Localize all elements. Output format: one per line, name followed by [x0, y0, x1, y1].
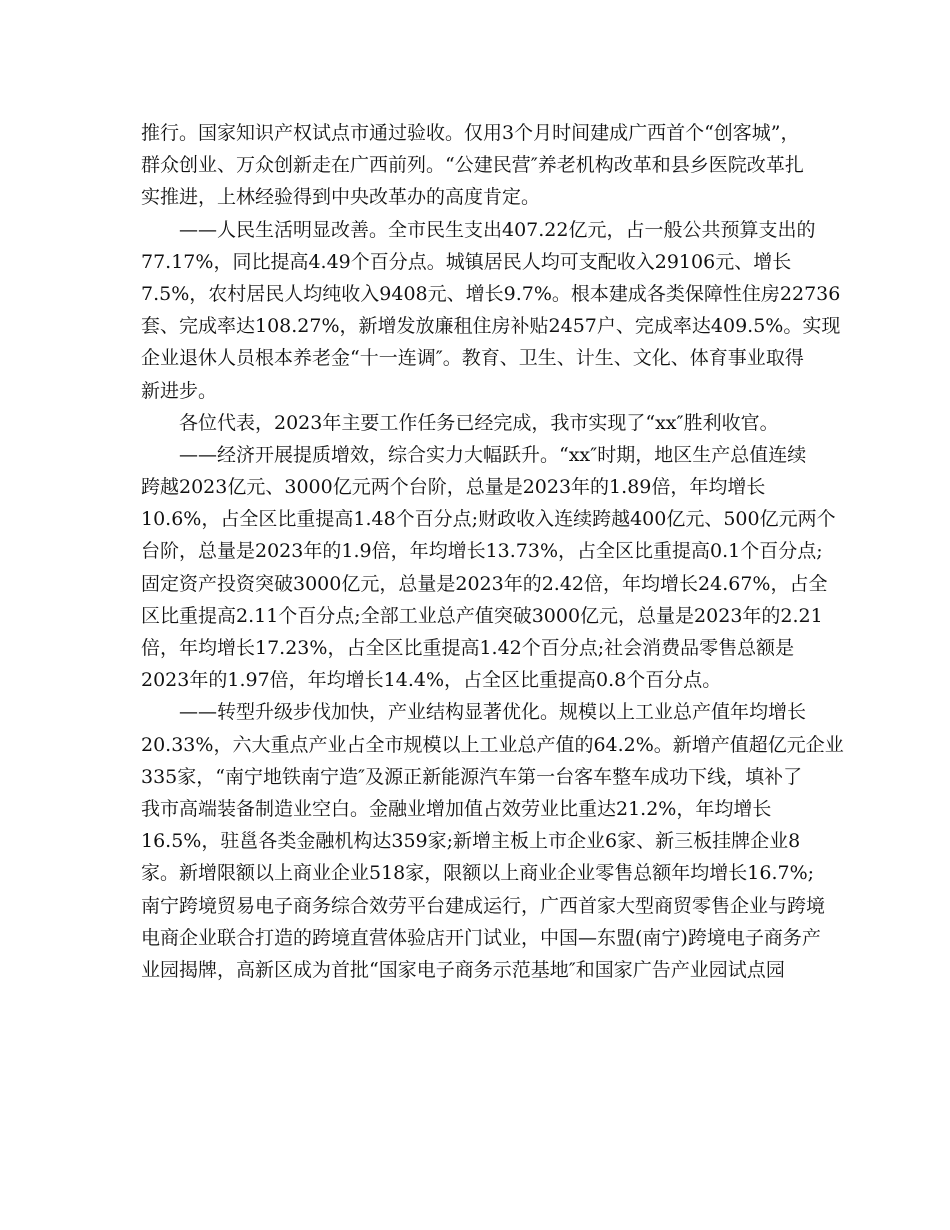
- text-line: 新进步。: [141, 379, 218, 402]
- text-line: ——人民生活明显改善。全市民生支出407.22亿元，占一般公共预算支出的: [179, 218, 816, 241]
- text-line: 各位代表，2023年主要工作任务已经完成，我市实现了“xx″胜利收官。: [179, 411, 779, 434]
- text-line: 固定资产投资突破3000亿元，总量是2023年的2.42倍，年均增长24.67%，占全: [141, 572, 828, 595]
- text-line: 7.5%，农村居民人均纯收入9408元、增长9.7%。根本建成各类保障性住房22736: [141, 282, 841, 305]
- text-line: 16.5%，驻邕各类金融机构达359家;新增主板上市企业6家、新三板挂牌企业8: [141, 830, 801, 853]
- text-line: 套、完成率达108.27%，新增发放廉租住房补贴2457户、完成率达409.5%。实现: [141, 315, 841, 338]
- text-line: 家。新增限额以上商业企业518家，限额以上商业企业零售总额年均增长16.7%;: [141, 862, 815, 885]
- text-line: 台阶，总量是2023年的1.9倍，年均增长13.73%，占全区比重提高0.1个百分点;: [141, 540, 823, 563]
- text-line: 南宁跨境贸易电子商务综合效劳平台建成运行，广西首家大型商贸零售企业与跨境: [141, 894, 826, 917]
- text-line: 企业退休人员根本养老金“十一连调″。教育、卫生、计生、文化、体育事业取得: [141, 347, 804, 370]
- text-line: 实推进，上林经验得到中央改革办的高度肯定。: [141, 186, 541, 209]
- text-line: 跨越2023亿元、3000亿元两个台阶，总量是2023年的1.89倍，年均增长: [141, 476, 766, 499]
- text-line: ——经济开展提质增效，综合实力大幅跃升。“xx″时期，地区生产总值连续: [179, 443, 807, 466]
- text-line: 业园揭牌，高新区成为首批“国家电子商务示范基地″和国家广告产业园试点园: [141, 958, 785, 981]
- text-line: 推行。国家知识产权试点市通过验收。仅用3个月时间建成广西首个“创客城”，: [141, 122, 800, 144]
- text-line: 20.33%，六大重点产业占全市规模以上工业总产值的64.2%。新增产值超亿元企业: [141, 733, 844, 756]
- text-line: 电商企业联合打造的跨境直营体验店开门试业，中国—东盟(南宁)跨境电子商务产: [141, 926, 821, 949]
- document-body: [141, 117, 844, 986]
- text-line: 群众创业、万众创新走在广西前列。“公建民营″养老机构改革和县乡医院改革扎: [141, 154, 804, 177]
- text-line: 77.17%，同比提高4.49个百分点。城镇居民人均可支配收入29106元、增长: [141, 250, 792, 273]
- text-line: 区比重提高2.11个百分点;全部工业总产值突破3000亿元，总量是2023年的2.21: [141, 604, 823, 627]
- text-line: 我市高端装备制造业空白。金融业增加值占效劳业比重达21.2%，年均增长: [141, 797, 772, 820]
- text-line: 335家，“南宁地铁南宁造″及源正新能源汽车第一台客车整车成功下线，填补了: [141, 765, 803, 788]
- text-line: 10.6%，占全区比重提高1.48个百分点;财政收入连续跨越400亿元、500亿元两个: [141, 508, 836, 531]
- text-line: 倍，年均增长17.23%，占全区比重提高1.42个百分点;社会消费品零售总额是: [141, 637, 795, 659]
- text-line: ——转型升级步伐加快，产业结构显著优化。规模以上工业总产值年均增长: [179, 701, 807, 724]
- text-line: 2023年的1.97倍，年均增长14.4%，占全区比重提高0.8个百分点。: [141, 669, 722, 692]
